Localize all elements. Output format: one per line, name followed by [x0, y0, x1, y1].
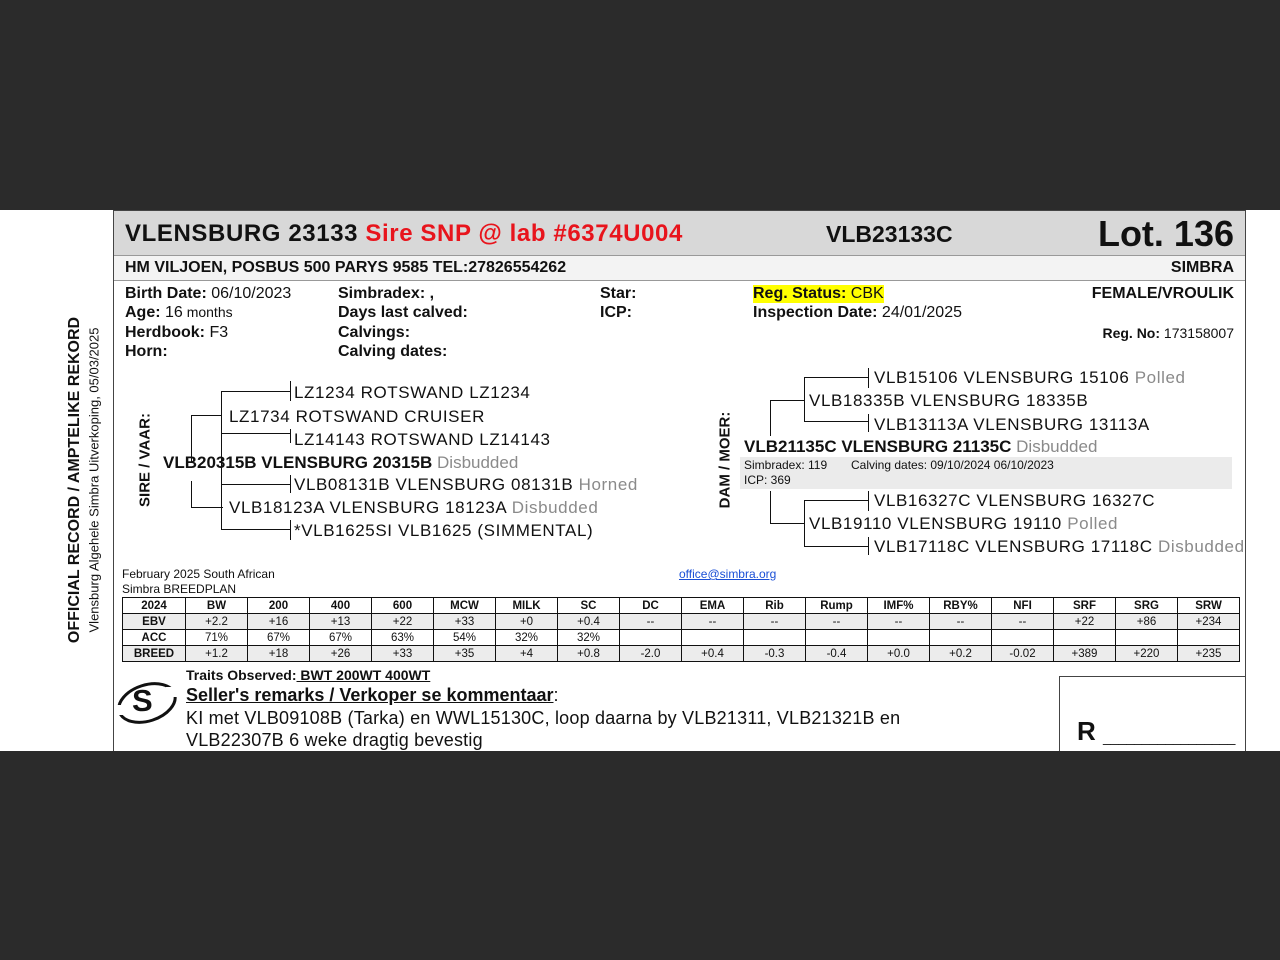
- ebv-cell: 32%: [496, 630, 558, 646]
- ebv-header-cell: DC: [620, 598, 682, 614]
- remarks-colon: :: [553, 685, 559, 705]
- age-value: 16: [160, 304, 183, 321]
- dam-dam-name: VLB19110 VLENSBURG 19110: [809, 514, 1062, 533]
- ebv-header-cell: SRW: [1178, 598, 1240, 614]
- inspection-date-label: Inspection Date:: [753, 304, 878, 321]
- dam-dam-dam-name: VLB17118C VLENSBURG 17118C: [874, 537, 1153, 556]
- birth-date: [125, 285, 291, 303]
- pedigree-line: [804, 500, 805, 546]
- simbradex-label: Simbradex: ,: [338, 285, 435, 302]
- pedigree-line: [868, 368, 869, 388]
- reg-status: [753, 285, 884, 303]
- inspection-date: [753, 304, 962, 322]
- ebv-cell: +35: [434, 646, 496, 662]
- ebv-header-cell: Rib: [744, 598, 806, 614]
- dam: [744, 437, 1097, 457]
- ebv-cell: [868, 630, 930, 646]
- logo-letter: S: [132, 683, 153, 718]
- dam-sire-sire-status: Polled: [1134, 368, 1186, 387]
- ebv-cell: [620, 630, 682, 646]
- ebv-cell: [1178, 630, 1240, 646]
- animal-code: VLB23133C: [826, 221, 953, 247]
- herdbook-label: Herdbook:: [125, 324, 205, 341]
- ebv-cell: +0: [496, 614, 558, 630]
- ebv-cell: 54%: [434, 630, 496, 646]
- reg-number-label: Reg. No:: [1102, 325, 1161, 341]
- ebv-cell: [1054, 630, 1116, 646]
- ebv-cell: [806, 630, 868, 646]
- ebv-cell: +22: [1054, 614, 1116, 630]
- sire-name: VLB20315B VLENSBURG 20315B: [163, 453, 433, 472]
- pedigree-line: [290, 381, 291, 401]
- lot-sheet: [0, 210, 1280, 751]
- sire-dam-dam: *VLB1625SI VLB1625 (SIMMENTAL): [294, 521, 594, 540]
- ebv-header-cell: BW: [186, 598, 248, 614]
- reg-status-label: Reg. Status:: [753, 285, 847, 302]
- birth-date-label: Birth Date:: [125, 285, 207, 302]
- days-last-calved-label: Days last calved:: [338, 304, 468, 321]
- pedigree-line: [868, 491, 869, 511]
- ebv-cell: +18: [248, 646, 310, 662]
- sire-dam-sire: [294, 475, 638, 495]
- ebv-header-cell: 200: [248, 598, 310, 614]
- price-field[interactable]: _________________: [1103, 729, 1236, 745]
- breedplan-line2: Simbra BREEDPLAN: [122, 582, 237, 596]
- ebv-cell: --: [806, 614, 868, 630]
- ebv-cell: +0.4: [558, 614, 620, 630]
- dam-sire-dam: VLB13113A VLENSBURG 13113A: [874, 415, 1150, 434]
- ebv-cell: 67%: [248, 630, 310, 646]
- ebv-cell: [682, 630, 744, 646]
- ebv-cell: +0.0: [868, 646, 930, 662]
- pedigree-line: [770, 400, 804, 401]
- ebv-cell: +235: [1178, 646, 1240, 662]
- official-record-label: OFFICIAL RECORD / AMPTELIKE REKORD: [66, 316, 83, 644]
- icp-label: ICP:: [600, 304, 632, 321]
- ebv-table: [122, 597, 1240, 662]
- dam-sire: VLB18335B VLENSBURG 18335B: [809, 391, 1089, 410]
- pedigree-line: [221, 484, 291, 485]
- remarks-line2: VLB22307B 6 weke dragtig bevestig: [186, 730, 483, 750]
- ebv-row: [123, 630, 1240, 646]
- ebv-cell: +1.2: [186, 646, 248, 662]
- dam-icp: ICP: 369: [744, 473, 791, 487]
- ebv-header-cell: SC: [558, 598, 620, 614]
- dam-dam-sire: VLB16327C VLENSBURG 16327C: [874, 491, 1156, 510]
- ebv-header-row: [123, 598, 1240, 614]
- pedigree-line: [804, 377, 805, 421]
- animal-name-text: VLENSBURG 23133: [125, 220, 359, 247]
- sire-dam-sire-status: Horned: [578, 475, 638, 494]
- ebv-cell: +2.2: [186, 614, 248, 630]
- ebv-cell: --: [930, 614, 992, 630]
- sire-status: Disbudded: [437, 453, 519, 472]
- reg-number-value: 173158007: [1160, 325, 1234, 341]
- ebv-cell: -2.0: [620, 646, 682, 662]
- ebv-header-cell: EMA: [682, 598, 744, 614]
- pedigree-line: [804, 421, 869, 422]
- ebv-row: [123, 646, 1240, 662]
- ebv-row: [123, 614, 1240, 630]
- ebv-cell: +389: [1054, 646, 1116, 662]
- ebv-row-label: ACC: [123, 630, 186, 646]
- ebv-cell: -0.4: [806, 646, 868, 662]
- ebv-cell: +86: [1116, 614, 1178, 630]
- pedigree-line: [191, 415, 221, 416]
- horn-label: Horn:: [125, 343, 168, 360]
- sire-dam-status: Disbudded: [511, 498, 599, 517]
- owner-address: HM VILJOEN, POSBUS 500 PARYS 9585 TEL:27826554262: [125, 259, 567, 276]
- ebv-cell: +26: [310, 646, 372, 662]
- ebv-cell: --: [744, 614, 806, 630]
- pedigree-line: [770, 400, 771, 436]
- age: [125, 304, 233, 322]
- calving-dates-label: Calving dates:: [338, 343, 448, 360]
- star-label: Star:: [600, 285, 637, 302]
- herdbook-value: F3: [205, 324, 229, 341]
- pedigree-line: [868, 537, 869, 555]
- dam-name: VLB21135C VLENSBURG 21135C: [744, 437, 1012, 456]
- traits-label: Traits Observed:: [186, 667, 297, 683]
- sire: [163, 453, 518, 473]
- ebv-header-cell: SRF: [1054, 598, 1116, 614]
- ebv-header-cell: NFI: [992, 598, 1054, 614]
- pedigree-line: [221, 391, 291, 392]
- ebv-cell: 32%: [558, 630, 620, 646]
- email-link[interactable]: office@simbra.org: [679, 567, 777, 581]
- ebv-header-cell: Rump: [806, 598, 868, 614]
- pedigree-line: [221, 433, 291, 434]
- dam-dam: [809, 514, 1118, 534]
- price-label: R: [1077, 716, 1096, 746]
- pedigree-line: [770, 523, 804, 524]
- breed-label: SIMBRA: [1170, 259, 1234, 276]
- ebv-header-cell: RBY%: [930, 598, 992, 614]
- sire-section-label: SIRE / VAAR:: [136, 413, 154, 507]
- age-label: Age:: [125, 304, 161, 321]
- ebv-cell: --: [868, 614, 930, 630]
- ebv-cell: [1116, 630, 1178, 646]
- ebv-cell: +0.4: [682, 646, 744, 662]
- pedigree-line: [804, 500, 869, 501]
- ebv-header-cell: 400: [310, 598, 372, 614]
- ebv-header-cell: 600: [372, 598, 434, 614]
- ebv-cell: +4: [496, 646, 558, 662]
- ebv-cell: 63%: [372, 630, 434, 646]
- snp-note: Sire SNP @ lab #6374U004: [365, 220, 683, 247]
- ebv-cell: +13: [310, 614, 372, 630]
- sale-name-label: Vlensburg Algehele Simbra Uitverkoping, 05/03/2025: [86, 327, 102, 633]
- dam-sire-sire-name: VLB15106 VLENSBURG 15106: [874, 368, 1130, 387]
- herdbook: [125, 324, 228, 342]
- ebv-cell: [930, 630, 992, 646]
- pedigree-line: [290, 520, 291, 540]
- ebv-header-cell: 2024: [123, 598, 186, 614]
- ebv-cell: +0.2: [930, 646, 992, 662]
- sex-label: FEMALE/VROULIK: [1091, 285, 1234, 302]
- lot-number: Lot. 136: [1097, 213, 1234, 254]
- ebv-cell: [744, 630, 806, 646]
- pedigree-line: [868, 414, 869, 432]
- pedigree-line: [191, 481, 192, 507]
- pedigree-line: [221, 484, 222, 530]
- traits-value: BWT 200WT 400WT: [296, 667, 431, 683]
- ebv-cell: 67%: [310, 630, 372, 646]
- ebv-header-cell: SRG: [1116, 598, 1178, 614]
- pedigree-line: [290, 475, 291, 493]
- ebv-row-label: EBV: [123, 614, 186, 630]
- ebv-header-cell: MILK: [496, 598, 558, 614]
- ebv-cell: -0.3: [744, 646, 806, 662]
- ebv-cell: +220: [1116, 646, 1178, 662]
- reg-number: [1102, 325, 1234, 341]
- pedigree-line: [804, 546, 869, 547]
- sire-dam-sire-name: VLB08131B VLENSBURG 08131B: [294, 475, 574, 494]
- animal-card: [113, 210, 1246, 751]
- breedplan-line1: February 2025 South African: [122, 567, 275, 581]
- sire-sire: LZ1734 ROTSWAND CRUISER: [229, 407, 485, 426]
- birth-date-value: 06/10/2023: [206, 285, 292, 302]
- sire-dam: [229, 498, 598, 518]
- age-unit: months: [182, 304, 233, 320]
- remarks-line1: KI met VLB09108B (Tarka) en WWL15130C, loop daarna by VLB21311, VLB21321B en: [186, 708, 901, 728]
- ebv-header-cell: IMF%: [868, 598, 930, 614]
- dam-dam-dam-status: Disbudded: [1157, 537, 1245, 556]
- sire-dam-name: VLB18123A VLENSBURG 18123A: [229, 498, 507, 517]
- ebv-cell: +234: [1178, 614, 1240, 630]
- ebv-cell: -0.02: [992, 646, 1054, 662]
- remarks-title: [186, 685, 559, 706]
- ebv-cell: +0.8: [558, 646, 620, 662]
- dam-sire-sire: [874, 368, 1186, 388]
- pedigree-line: [804, 377, 869, 378]
- sire-sire-sire: LZ1234 ROTSWAND LZ1234: [294, 383, 531, 402]
- inspection-date-value: 24/01/2025: [877, 304, 962, 321]
- pedigree-line: [221, 529, 291, 530]
- remarks-title-text: Seller's remarks / Verkoper se kommentaar: [186, 685, 554, 705]
- ebv-cell: --: [992, 614, 1054, 630]
- ebv-cell: +22: [372, 614, 434, 630]
- dam-section-label: DAM / MOER:: [716, 411, 734, 509]
- pedigree-line: [290, 429, 291, 443]
- dam-dam-status: Polled: [1067, 514, 1119, 533]
- animal-name: [125, 220, 683, 248]
- ebv-cell: --: [620, 614, 682, 630]
- ebv-cell: +33: [372, 646, 434, 662]
- calvings-label: Calvings:: [338, 324, 411, 341]
- ebv-cell: +16: [248, 614, 310, 630]
- ebv-cell: --: [682, 614, 744, 630]
- reg-status-value: CBK: [846, 285, 884, 302]
- pedigree-line: [770, 491, 771, 523]
- dam-calving-dates: Calving dates: 09/10/2024 06/10/2023: [851, 458, 1054, 472]
- pedigree-line: [191, 507, 223, 508]
- sire-sire-dam: LZ14143 ROTSWAND LZ14143: [294, 430, 551, 449]
- ebv-header-cell: MCW: [434, 598, 496, 614]
- ebv-cell: +33: [434, 614, 496, 630]
- traits-observed: [186, 667, 430, 683]
- dam-simbradex: Simbradex: 119: [744, 458, 828, 472]
- ebv-row-label: BREED: [123, 646, 186, 662]
- simbra-logo: [114, 675, 180, 729]
- dam-dam-dam: [874, 537, 1245, 557]
- dam-status: Disbudded: [1016, 437, 1098, 456]
- ebv-cell: 71%: [186, 630, 248, 646]
- ebv-cell: [992, 630, 1054, 646]
